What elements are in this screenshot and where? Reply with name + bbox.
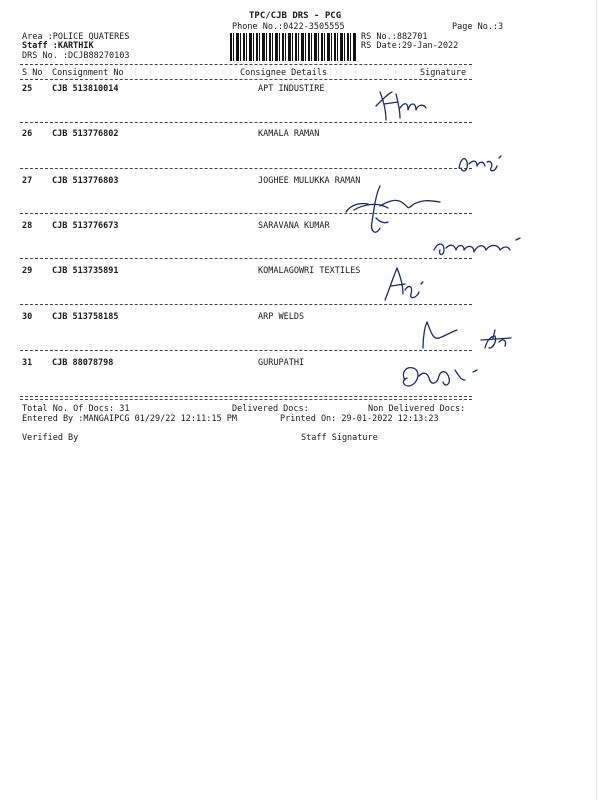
column-header-consignee: Consignee Details (240, 68, 327, 78)
scan-edge (596, 0, 597, 800)
drs-number: DRS No. :DCJB88270103 (22, 51, 130, 61)
printed-on: Printed On: 29-01-2022 12:13:23 (280, 414, 439, 424)
row-sno: 25 (22, 84, 33, 94)
row-consignee: KAMALA RAMAN (258, 129, 320, 139)
staff-signature-label: Staff Signature (301, 433, 378, 443)
phone-number: Phone No.:0422-3505555 (232, 22, 345, 32)
signature-mark (370, 90, 440, 124)
divider (20, 79, 472, 80)
row-consignment: CJB 513776802 (52, 129, 119, 139)
row-sno: 31 (22, 358, 33, 368)
row-consignment: CJB 513776803 (52, 176, 119, 186)
entered-by: Entered By :MANGAIPCG 01/29/22 12:11:15 PM (22, 414, 237, 424)
barcode (230, 33, 356, 61)
row-divider (20, 258, 472, 259)
signature-mark (340, 182, 460, 242)
divider (20, 64, 472, 65)
row-divider (20, 396, 472, 397)
row-consignee: ARP WELDS (258, 312, 305, 322)
row-sno: 30 (22, 312, 33, 322)
row-consignee: SARAVANA KUMAR (258, 221, 330, 231)
column-header-sno: S No (22, 68, 43, 78)
row-consignee: KOMALAGOWRI TEXTILES (258, 266, 361, 276)
row-divider (20, 350, 472, 351)
row-divider (20, 168, 472, 169)
signature-mark (375, 262, 435, 304)
row-consignment: CJB 513776673 (52, 221, 119, 231)
signature-mark (455, 150, 525, 180)
row-divider (20, 304, 472, 305)
row-consignment: CJB 513735891 (52, 266, 119, 276)
rs-number: RS No.:882701 (361, 32, 428, 42)
row-sno: 26 (22, 129, 33, 139)
column-header-signature: Signature (420, 68, 467, 78)
row-sno: 28 (22, 221, 33, 231)
staff-field: Staff :KARTHIK (22, 41, 94, 51)
delivered-docs: Delivered Docs: (232, 404, 309, 414)
row-consignment: CJB 513810014 (52, 84, 119, 94)
row-consignee: GURUPATHI (258, 358, 305, 368)
row-sno: 29 (22, 266, 33, 276)
signature-mark (430, 236, 540, 264)
signature-mark (415, 318, 525, 358)
row-consignee: JOGHEE MULUKKA RAMAN (258, 176, 361, 186)
non-delivered-docs: Non Delivered Docs: (368, 404, 466, 414)
row-consignment: CJB 513758185 (52, 312, 119, 322)
rs-date: RS Date:29-Jan-2022 (361, 41, 459, 51)
total-docs: Total No. Of Docs: 31 (22, 404, 130, 414)
verified-by-label: Verified By (22, 433, 79, 443)
row-consignment: CJB 88078798 (52, 358, 114, 368)
signature-mark (395, 360, 485, 394)
divider (20, 399, 472, 400)
column-header-consignment: Consignment No (52, 68, 124, 78)
document-title: TPC/CJB DRS - PCG (249, 11, 342, 21)
area-field: Area :POLICE QUATERES (22, 32, 130, 42)
page-number: Page No.:3 (452, 22, 504, 32)
row-sno: 27 (22, 176, 33, 186)
row-consignee: APT INDUSTIRE (258, 84, 325, 94)
